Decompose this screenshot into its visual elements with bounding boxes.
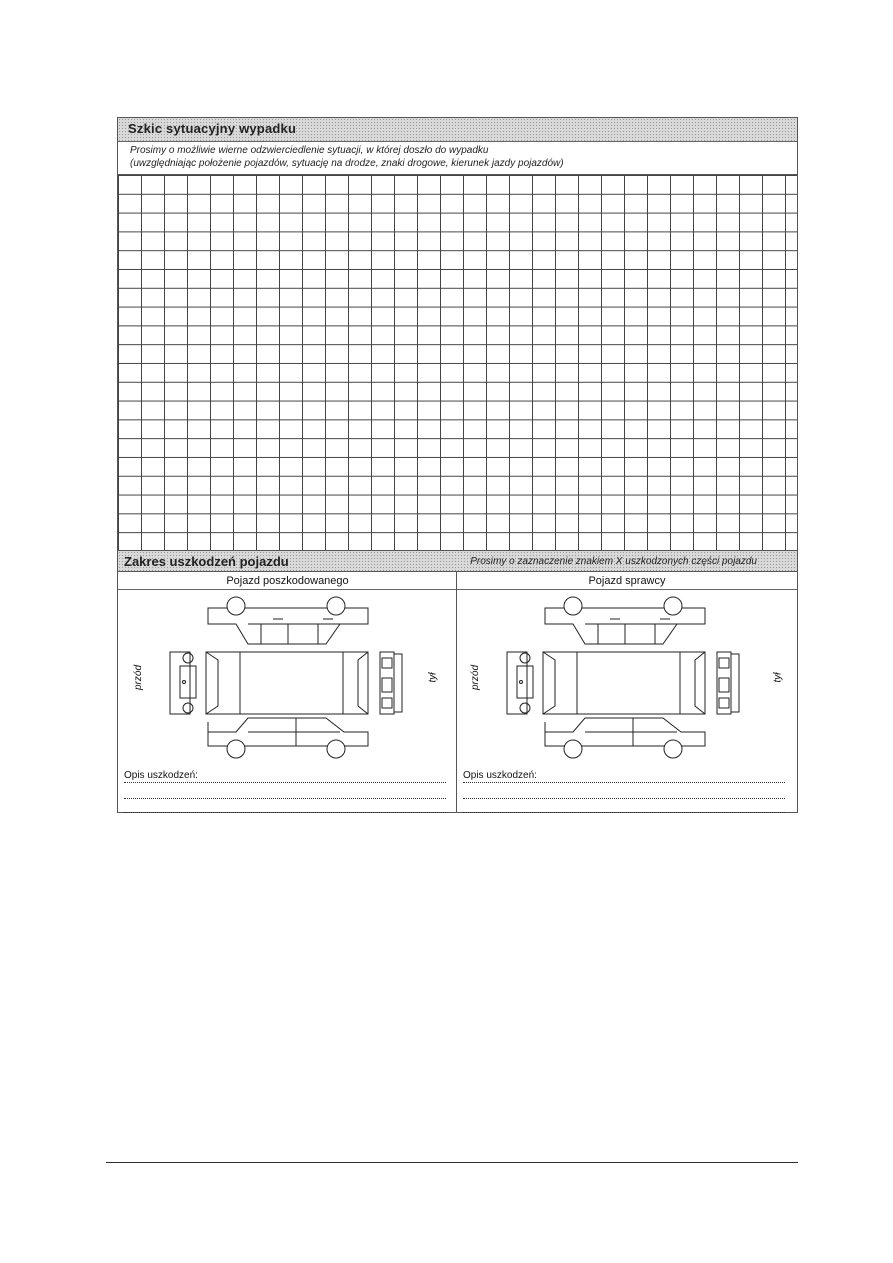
sketch-instructions [130,144,564,170]
description-line-1[interactable] [124,782,446,783]
sketch-instructions-line-2: (uwzględniając położenie pojazdów, sytuację na drodze, znaki drogowe, kierunek jazdy pojazdów) [130,158,564,169]
damage-section-header [118,550,797,572]
front-label: przód [470,664,482,691]
damage-description-label: Opis uszkodzeń: [463,770,537,781]
injured-vehicle-panel [118,590,457,812]
front-label: przód [133,664,145,691]
offender-vehicle-diagram[interactable] [457,594,796,764]
sketch-section-header [118,118,797,142]
description-line-3[interactable] [124,812,446,813]
sketch-instructions-line-1: Prosimy o możliwie wierne odzwierciedlenie sytuacji, w której doszło do wypadku [130,145,489,156]
injured-vehicle-heading: Pojazd poszkodowanego [118,572,457,590]
damage-title: Zakres uszkodzeń pojazdu [124,554,289,569]
injured-vehicle-diagram[interactable] [118,594,457,764]
offender-vehicle-panel [457,590,796,812]
description-line-3[interactable] [463,812,785,813]
description-line-1[interactable] [463,782,785,783]
rear-label: tył [772,672,784,683]
sketch-grid[interactable] [118,174,797,550]
description-line-2[interactable] [124,798,446,799]
damage-hint: Prosimy o zaznaczenie znakiem X uszkodzonych części pojazdu [470,556,757,567]
description-line-2[interactable] [463,798,785,799]
rear-label: tył [427,672,439,683]
footer-rule [106,1162,798,1163]
offender-vehicle-heading: Pojazd sprawcy [457,572,797,590]
sketch-title: Szkic sytuacyjny wypadku [128,121,297,136]
damage-description-label: Opis uszkodzeń: [124,770,198,781]
accident-report-form [117,117,798,813]
